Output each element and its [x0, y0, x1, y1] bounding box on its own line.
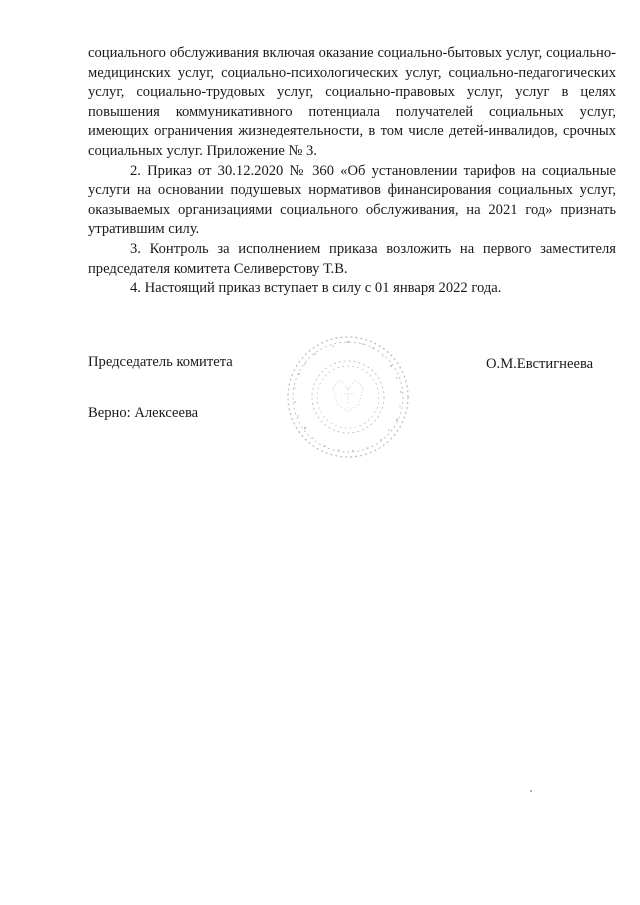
round-seal-stamp-icon [283, 332, 413, 462]
paragraph-3: 3. Контроль за исполнением приказа возложить на первого заместителя председателя комитета Селиверстову Т.В. [88, 240, 616, 277]
verification-note: Верно: Алексеева [88, 405, 199, 421]
scan-speck [530, 790, 532, 792]
signatory-name: О.М.Евстигнеева [486, 356, 594, 372]
paragraph-2: 2. Приказ от 30.12.2020 № 360 «Об установлении тарифов на социальные услуги на основании подушевых нормативов финансирования социальных услуг, оказываемых организациями социального обслуживания, на 2021 год» признать утратившим силу. [88, 162, 616, 238]
paragraph-1-continuation: социального обслуживания включая оказание социально-бытовых услуг, социально-медицинских услуг, социально-психологических услуг, социально-педагогических услуг, социально-трудовых услуг, социально-правовых услуг, услуг в целях повышения коммуникативного потенциала получателей социальных услуг, имеющих ограничения жизнедеятельности, в том числе детей-инвалидов, срочных социальных услуг. Приложение № 3. [88, 45, 616, 159]
document-body [88, 44, 616, 299]
paragraph-4: 4. Настоящий приказ вступает в силу с 01 января 2022 года. [130, 280, 502, 297]
signatory-position: Председатель комитета [88, 354, 233, 370]
